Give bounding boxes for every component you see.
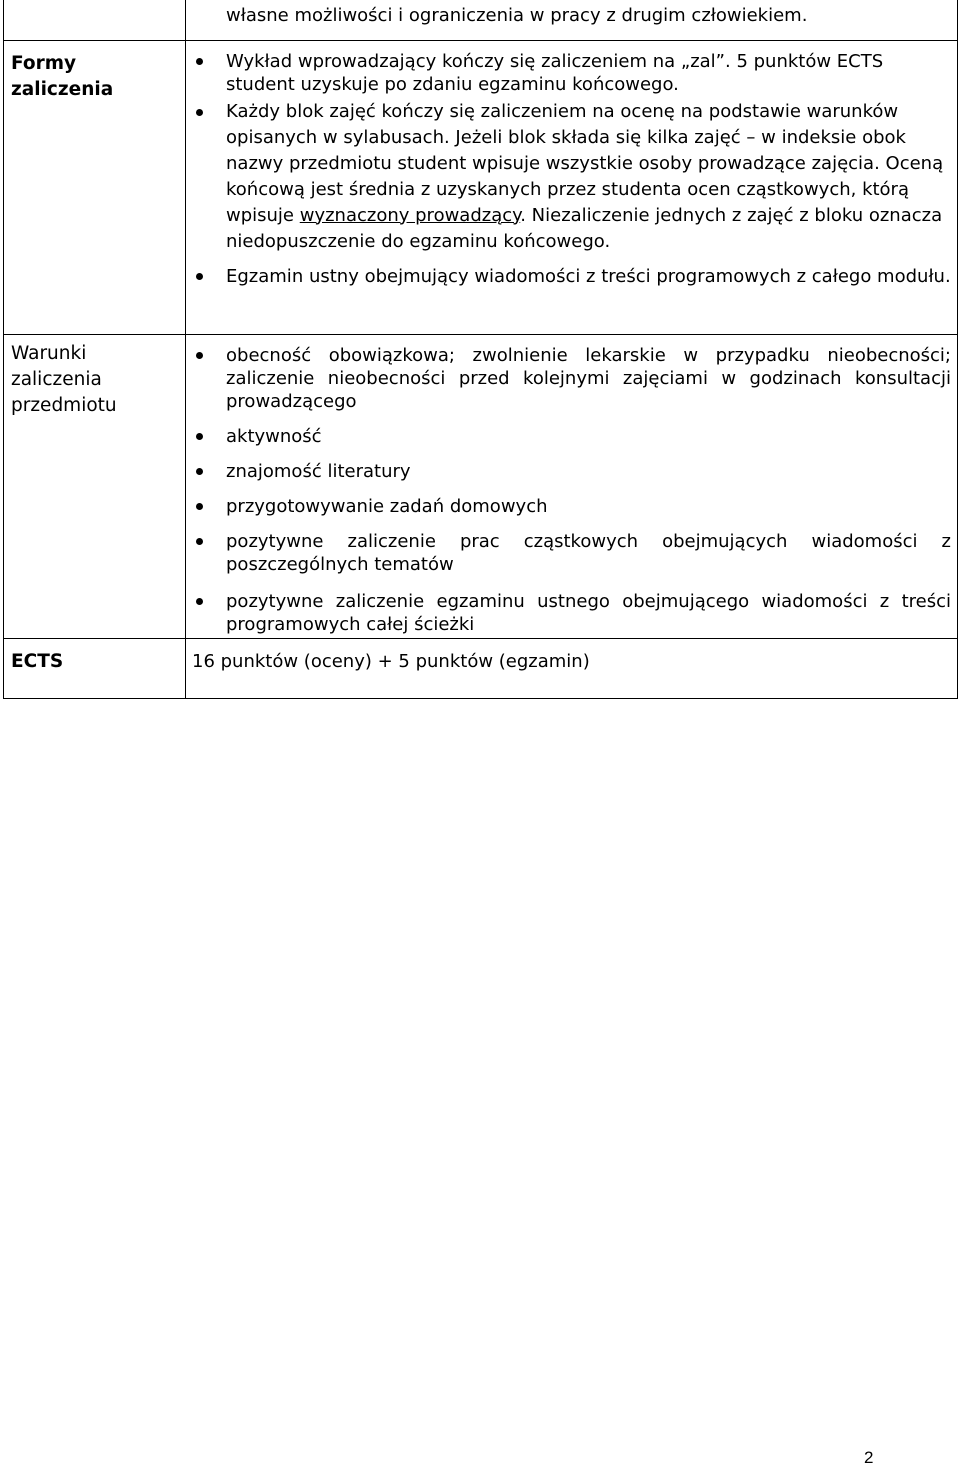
bullet-icon <box>196 598 203 605</box>
list-item: pozytywne zaliczenie egzaminu ustnego obejmującego wiadomości z treści programowych całej ścieżki <box>186 590 951 636</box>
continuation-text: własne możliwości i ograniczenia w pracy z drugim człowiekiem. <box>226 5 808 26</box>
bullet-icon <box>196 352 203 359</box>
bullet-icon <box>196 468 203 475</box>
bullet-icon <box>196 538 203 545</box>
list-item: Egzamin ustny obejmujący wiadomości z treści programowych z całego modułu. <box>186 265 951 288</box>
ects-text: 16 punktów (oceny) + 5 punktów (egzamin) <box>192 650 590 672</box>
underlined-text: wyznaczony prowadzący <box>299 204 521 226</box>
bullet-icon <box>196 433 203 440</box>
row-content <box>186 334 958 638</box>
syllabus-table <box>3 0 958 699</box>
row-label: Warunki zaliczenia przedmiotu <box>4 334 186 638</box>
row-label-text: ECTS <box>11 650 64 672</box>
row-label <box>4 40 186 334</box>
continuation-cell <box>186 0 958 40</box>
list-item: przygotowywanie zadań domowych <box>186 495 951 518</box>
bullet-icon <box>196 503 203 510</box>
row-ects <box>4 638 958 698</box>
bullet-icon <box>196 109 203 116</box>
row-content <box>186 40 958 334</box>
list-item: Wykład wprowadzający kończy się zaliczeniem na „zal”. 5 punktów ECTS student uzyskuje po zdaniu egzaminu końcowego. <box>186 50 951 96</box>
row-formy-zaliczenia <box>4 40 958 334</box>
list-item: aktywność <box>186 425 951 448</box>
bullet-list <box>186 335 951 636</box>
page-number: 2 <box>864 1448 874 1467</box>
row-label <box>4 638 186 698</box>
list-item: obecność obowiązkowa; zwolnienie lekarskie w przypadku nieobecności; zaliczenie nieobecności przed kolejnymi zajęciami w godzinach konsultacji prowadzącego <box>186 344 951 413</box>
row-label-text: Formy zaliczenia <box>11 52 114 100</box>
bullet-icon <box>196 58 203 65</box>
empty-label-cell <box>4 0 186 40</box>
bullet-list <box>186 41 951 288</box>
list-item: Każdy blok zajęć kończy się zaliczeniem na ocenę na podstawie warunków opisanych w sylabusach. Jeżeli blok składa się kilka zajęć – w indeksie obok nazwy przedmiotu student wpisuje wszystkie osoby prowadzące zajęcia. Oceną końcową jest średnia z uzyskanych przez studenta ocen cząstkowych, którą wpisuje wyznaczony prowadzący. Niezaliczenie jednych z zajęć z bloku oznacza niedopuszczenie do egzaminu końcowego. <box>186 99 951 255</box>
row-content <box>186 638 958 698</box>
list-item: znajomość literatury <box>186 460 951 483</box>
continuation-row <box>4 0 958 40</box>
list-item: pozytywne zaliczenie prac cząstkowych obejmujących wiadomości z poszczególnych tematów <box>186 530 951 576</box>
bullet-icon <box>196 273 203 280</box>
row-warunki-zaliczenia <box>4 334 958 638</box>
